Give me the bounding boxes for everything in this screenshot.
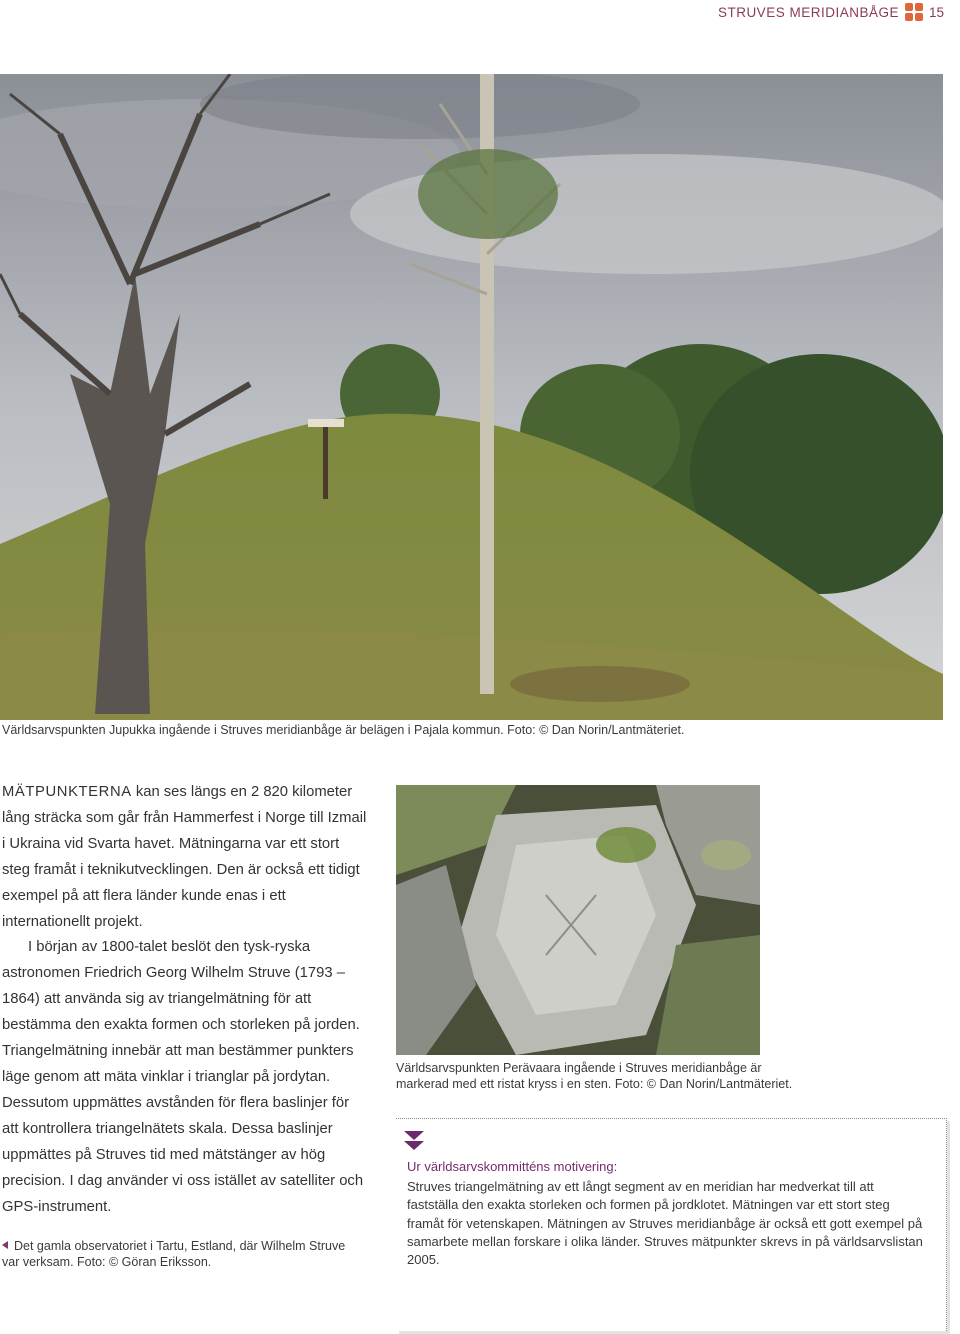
- lead-word: MÄTPUNKTERNA: [2, 784, 132, 800]
- stone-photo-caption: Världsarvspunkten Perävaara ingående i Struves meridianbåge är markerad med ett ristat kryss i en sten. Foto: © Dan Norin/Lantmäteriet.: [396, 1061, 793, 1091]
- chevron-down-icon: [404, 1131, 424, 1151]
- page-number: 15: [928, 4, 944, 20]
- jupukka-photo: [0, 74, 943, 720]
- tartu-caption: [2, 1238, 362, 1270]
- triangle-left-icon: [2, 1241, 8, 1249]
- paragraph-1-text: kan ses längs en 2 820 kilometer lång sträcka som går från Hammerfest i Norge till Izmail i Ukraina vid Svarta havet. Mätningarna var ett stort steg framåt i teknikutvecklingen. Den är också ett tidigt exempel på att flera länder kunde enas i ett internationellt projekt.: [2, 784, 367, 930]
- motivation-heading: Ur världsarvskommitténs motivering:: [407, 1159, 618, 1174]
- tartu-caption-text: Det gamla observatoriet i Tartu, Estland, där Wilhelm Struve var verksam. Foto: © Göran Eriksson.: [2, 1239, 346, 1269]
- running-title: STRUVES MERIDIANBÅGE: [717, 4, 899, 20]
- peravaara-stone-photo: [396, 785, 760, 1055]
- logo-icon: [905, 3, 923, 21]
- motivation-text: Struves triangelmätning av ett långt segment av en meridian har medverkat till att fastställa den exakta storleken och formen på jordklotet. Mätningen var ett stort steg framåt för vetenskapen. Mätningen av Struves meridianbåge är också ett gott exempel på samarbete mellan forskare i olika länder. Struves mätpunkter skrevs in på världsarvslistan 2005.: [407, 1179, 923, 1268]
- paragraph-1: [2, 780, 367, 935]
- main-photo-caption: Världsarvspunkten Jupukka ingående i Struves meridianbåge är belägen i Pajala kommun. Foto: © Dan Norin/Lantmäteriet.: [2, 723, 685, 737]
- page-header: [718, 2, 944, 22]
- paragraph-2: I början av 1800-talet beslöt den tysk-ryska astronomen Friedrich Georg Wilhelm Struve (1793 – 1864) att använda sig av triangelmätning för att bestämma den exakta formen och storleken på jorden. Triangelmätning innebär att man bestämmer punkters läge genom att mäta vinklar i trianglar på jordytan. Dessutom uppmättes avstånden för flera baslinjer för att kontrollera triangelnätets skala. Dessa baslinjer uppmättes på Struves tid med mätstänger av hög precision. I dag använder vi oss istället av satelliter och GPS-instrument.: [2, 939, 364, 1215]
- article-body: [2, 780, 367, 1220]
- motivation-box: [396, 1118, 947, 1331]
